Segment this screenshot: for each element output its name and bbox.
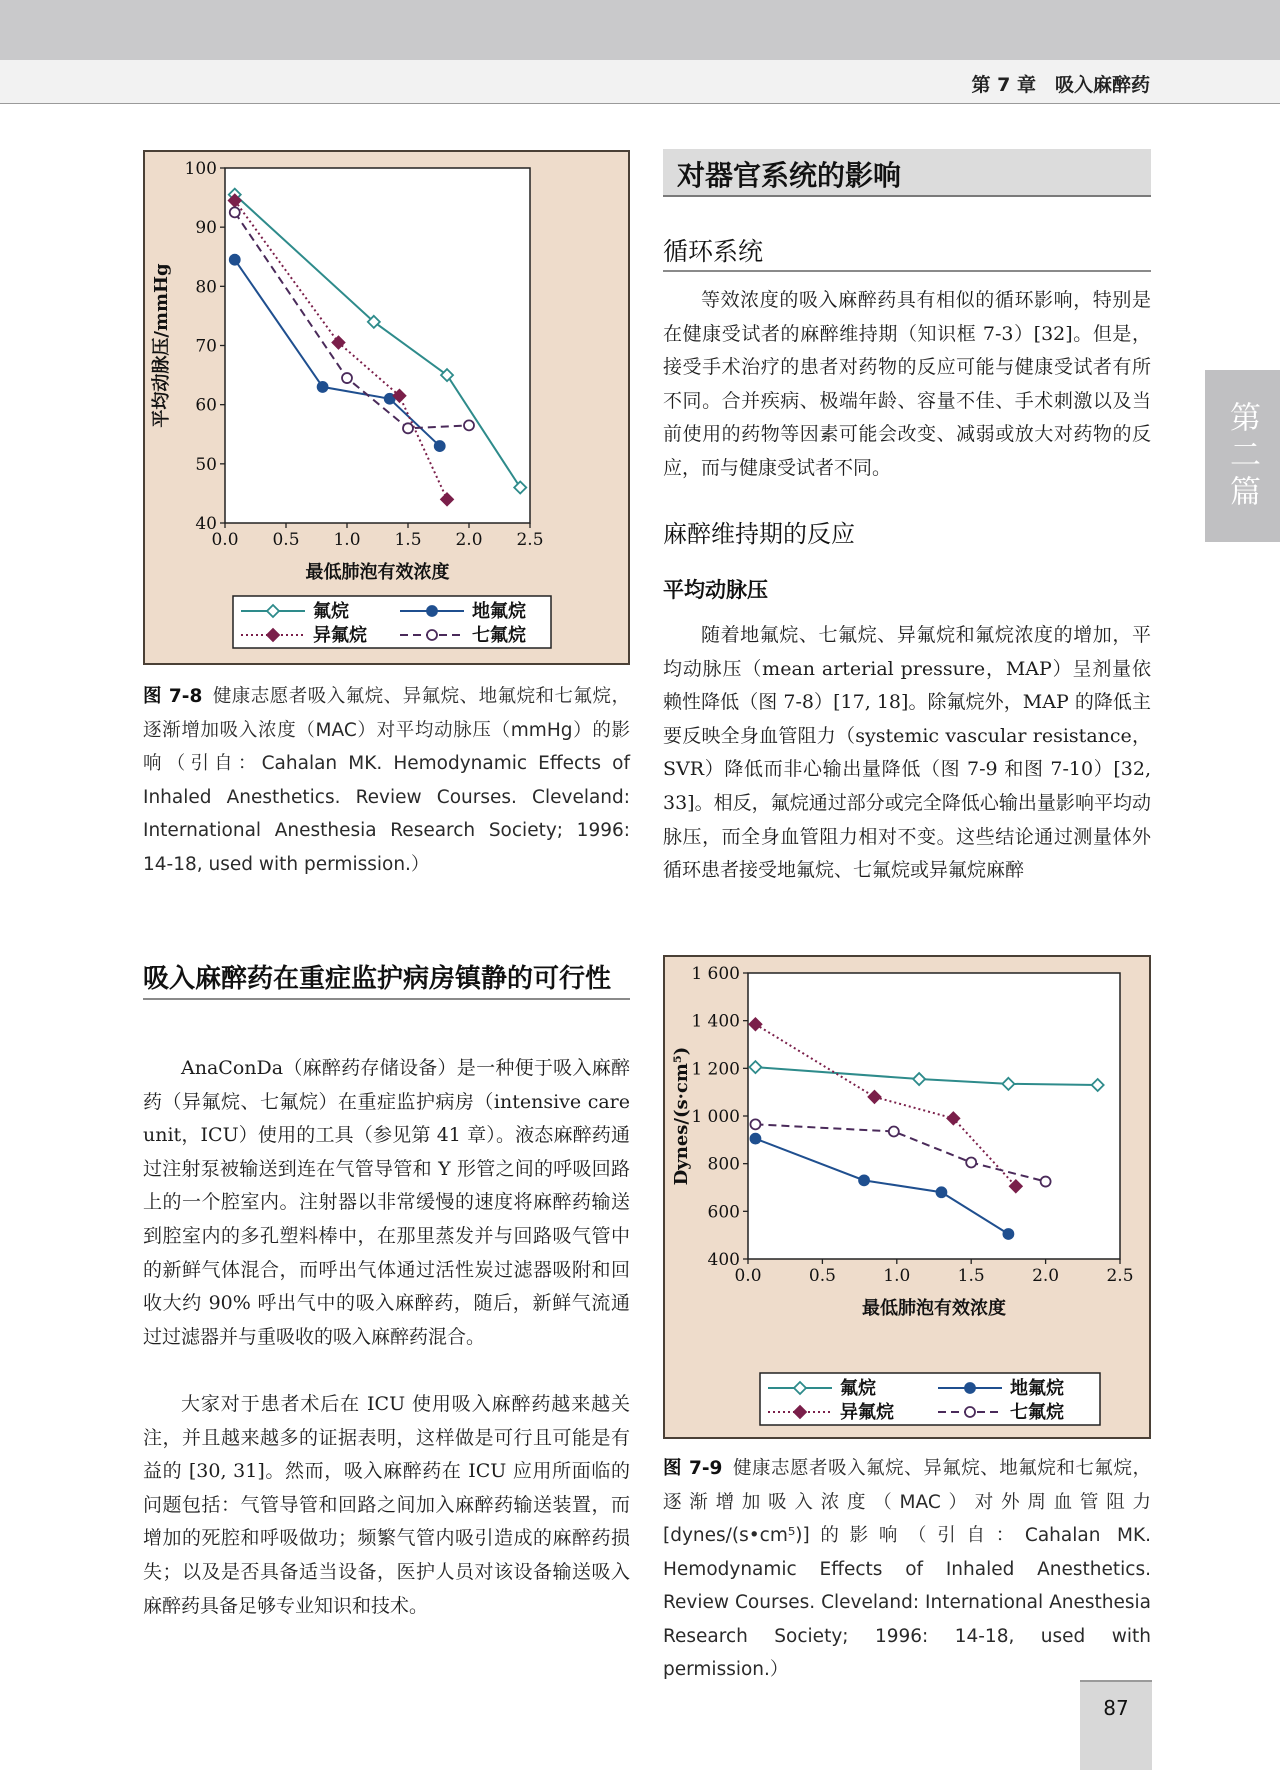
fig7-9-y-tick-label: 800 xyxy=(707,1154,740,1175)
page-number-box xyxy=(1080,1680,1152,1770)
subheading-mean-arterial-pressure: 平均动脉压 xyxy=(663,577,768,602)
section-heading-organ-effects: 对器官系统的影响 xyxy=(663,149,1151,197)
fig7-8-legend-label: 七氟烷 xyxy=(472,625,526,646)
fig7-9-x-tick-label: 0.5 xyxy=(808,1266,836,1286)
fig7-8-legend-swatch-marker xyxy=(427,630,437,640)
fig7-9-data-point xyxy=(936,1187,946,1197)
fig7-8-y-tick-label: 50 xyxy=(195,454,217,475)
fig7-8-x-tick-label: 0.0 xyxy=(211,530,239,550)
fig7-9-x-tick-label: 2.5 xyxy=(1106,1266,1134,1286)
fig7-9-legend xyxy=(760,1373,1100,1425)
running-header xyxy=(0,60,1280,104)
fig7-8-y-axis-title: 平均动脉压/mmHg xyxy=(151,263,172,428)
fig7-8-legend-swatch-marker xyxy=(427,606,437,616)
fig7-8-legend-label: 地氟烷 xyxy=(472,601,526,622)
subheading-circulation: 循环系统 xyxy=(663,232,1151,272)
fig7-9-y-tick-label: 400 xyxy=(707,1250,740,1270)
subheading-maintenance-response: 麻醉维持期的反应 xyxy=(663,520,855,548)
fig7-9-y-tick-label: 1 000 xyxy=(691,1107,740,1127)
fig7-8-data-point xyxy=(435,441,445,451)
figure-7-9-caption xyxy=(663,1452,1151,1687)
fig7-9-legend-label: 氟烷 xyxy=(840,1378,876,1399)
fig7-8-x-tick-label: 1.0 xyxy=(333,530,361,550)
fig7-8-y-tick-label: 60 xyxy=(195,395,217,416)
fig7-8-plot-area xyxy=(225,168,530,523)
fig7-8-data-point xyxy=(403,423,413,433)
figure-7-9-caption-text: 健康志愿者吸入氟烷、异氟烷、地氟烷和七氟烷，逐渐增加吸入浓度（MAC）对外周血管阻力[dynes/(s•cm⁵)]的影响（引自：Cahalan MK. Hemodynamic Effects of Inhaled Anesthetics. Review Courses. Cleveland: International Anesthesia Research Society; 1996: 14-18, used with permission.） xyxy=(663,1458,1151,1680)
running-header-title: 第 7 章 吸入麻醉药 xyxy=(971,74,1150,96)
fig7-8-legend-label: 氟烷 xyxy=(313,601,349,622)
paragraph-icu-evidence: 大家对于患者术后在 ICU 使用吸入麻醉药越来越关注，并且越来越多的证据表明，这样做是可行且可能是有益的 [30, 31]。然而，吸入麻醉药在 ICU 应用所面临的问题包括：气管导管和回路之间加入麻醉药输送装置，而增加的死腔和呼吸做功；频繁气管内吸引造成的麻醉药损失；以及是否具备适当设备，医护人员对该设备输送吸入麻醉药具备足够专业知识和技术。 xyxy=(143,1393,630,1617)
paragraph-anaconda: AnaConDa（麻醉药存储设备）是一种便于吸入麻醉药（异氟烷、七氟烷）在重症监护病房（intensive care unit，ICU）使用的工具（参见第 41 章）。液态麻醉药通过注射泵被输送到连在气管导管和 Y 形管之间的呼吸回路上的一个腔室内。注射器以非常缓慢的速度将麻醉药输送到腔室内的多孔塑料棒中，在那里蒸发并与回路吸气管中的新鲜气体混合，而呼出气体通过活性炭过滤器吸附和回收大约 90% 呼出气中的吸入麻醉药，随后，新鲜气流通过过滤器并与重吸收的吸入麻醉药混合。 xyxy=(143,1057,630,1348)
fig7-9-plot-area xyxy=(748,973,1120,1259)
fig7-8-x-tick-label: 2.0 xyxy=(455,530,483,550)
fig7-9-legend-swatch-marker xyxy=(965,1407,975,1417)
section-heading-icu-sedation: 吸入麻醉药在重症监护病房镇静的可行性 xyxy=(143,962,630,1000)
fig7-9-data-point xyxy=(1003,1229,1013,1239)
figure-7-8-caption-label: 图 7-8 xyxy=(143,686,203,707)
fig7-8-data-point xyxy=(318,382,328,392)
fig7-9-data-point xyxy=(750,1134,760,1144)
fig7-9-x-tick-label: 0.0 xyxy=(734,1266,762,1286)
figure-7-8-svg xyxy=(145,152,632,667)
fig7-8-y-tick-label: 80 xyxy=(195,277,217,298)
fig7-9-y-tick-label: 1 200 xyxy=(691,1059,740,1080)
figure-7-8-chart xyxy=(143,150,630,665)
fig7-8-y-tick-label: 70 xyxy=(195,336,217,357)
fig7-8-data-point xyxy=(230,207,240,217)
fig7-8-data-point xyxy=(342,373,352,383)
fig7-8-data-point xyxy=(464,420,474,430)
page-number: 87 xyxy=(1103,1696,1129,1720)
figure-7-8-caption-text: 健康志愿者吸入氟烷、异氟烷、地氟烷和七氟烷，逐渐增加吸入浓度（MAC）对平均动脉压（mmHg）的影响（引自：Cahalan MK. Hemodynamic Effects of Inhaled Anesthetics. Review Courses. Cleveland: International Anesthesia Research Society; 1996: 14-18, used with permission.） xyxy=(143,686,630,875)
fig7-8-legend-label: 异氟烷 xyxy=(313,625,367,646)
fig7-9-legend-label: 地氟烷 xyxy=(1010,1378,1064,1399)
fig7-8-x-tick-label: 1.5 xyxy=(394,530,422,550)
fig7-9-data-point xyxy=(750,1119,760,1129)
part-side-tab-label: 第二篇 xyxy=(1224,400,1260,512)
figure-7-9-chart xyxy=(663,955,1151,1439)
fig7-9-data-point xyxy=(889,1126,899,1136)
fig7-9-x-tick-label: 2.0 xyxy=(1032,1266,1060,1286)
part-side-tab xyxy=(1205,370,1280,542)
figure-7-9-svg xyxy=(665,957,1153,1441)
fig7-9-x-axis-title: 最低肺泡有效浓度 xyxy=(862,1298,1006,1319)
fig7-9-y-axis-title: Dynes/(s·cm⁵) xyxy=(671,1046,692,1186)
fig7-8-data-point xyxy=(230,255,240,265)
fig7-8-x-tick-label: 2.5 xyxy=(516,530,544,550)
fig7-8-y-tick-label: 90 xyxy=(195,218,217,239)
fig7-9-legend-label: 异氟烷 xyxy=(840,1402,894,1423)
fig7-8-legend xyxy=(233,596,551,648)
fig7-9-x-tick-label: 1.0 xyxy=(883,1266,911,1286)
fig7-8-y-tick-label: 40 xyxy=(195,514,217,534)
fig7-9-y-tick-label: 1 400 xyxy=(691,1011,740,1032)
fig7-9-data-point xyxy=(966,1157,976,1167)
fig7-9-legend-swatch-marker xyxy=(965,1383,975,1393)
fig7-8-x-axis-title: 最低肺泡有效浓度 xyxy=(305,562,450,583)
figure-7-9-caption-label: 图 7-9 xyxy=(663,1458,723,1479)
fig7-8-y-tick-label: 100 xyxy=(184,159,217,179)
fig7-9-y-tick-label: 1 600 xyxy=(691,964,740,984)
paragraph-mean-arterial-pressure: 随着地氟烷、七氟烷、异氟烷和氟烷浓度的增加，平均动脉压（mean arterial pressure，MAP）呈剂量依赖性降低（图 7-8）[17, 18]。除氟烷外，MAP 的降低主要反映全身血管阻力（systemic vascular resistance，SVR）降低而非心输出量降低（图 7-9 和图 7-10）[32, 33]。相反，氟烷通过部分或完全降低心输出量影响平均动脉压，而全身血管阻力相对不变。这些结论通过测量体外循环患者接受地氟烷、七氟烷或异氟烷麻醉 xyxy=(663,624,1151,882)
fig7-9-data-point xyxy=(1041,1177,1051,1187)
fig7-9-data-point xyxy=(859,1175,869,1185)
fig7-8-x-tick-label: 0.5 xyxy=(272,530,300,550)
fig7-9-y-tick-label: 600 xyxy=(707,1202,740,1223)
fig7-9-legend-label: 七氟烷 xyxy=(1010,1402,1064,1423)
figure-7-8-caption xyxy=(143,680,630,881)
fig7-9-x-tick-label: 1.5 xyxy=(957,1266,985,1286)
top-gray-band xyxy=(0,0,1280,60)
paragraph-circulation: 等效浓度的吸入麻醉药具有相似的循环影响，特别是在健康受试者的麻醉维持期（知识框 7-3）[32]。但是，接受手术治疗的患者对药物的反应可能与健康受试者有所不同。合并疾病、极端年龄、容量不佳、手术刺激以及当前使用的药物等因素可能会改变、减弱或放大对药物的反应，而与健康受试者不同。 xyxy=(663,289,1151,479)
